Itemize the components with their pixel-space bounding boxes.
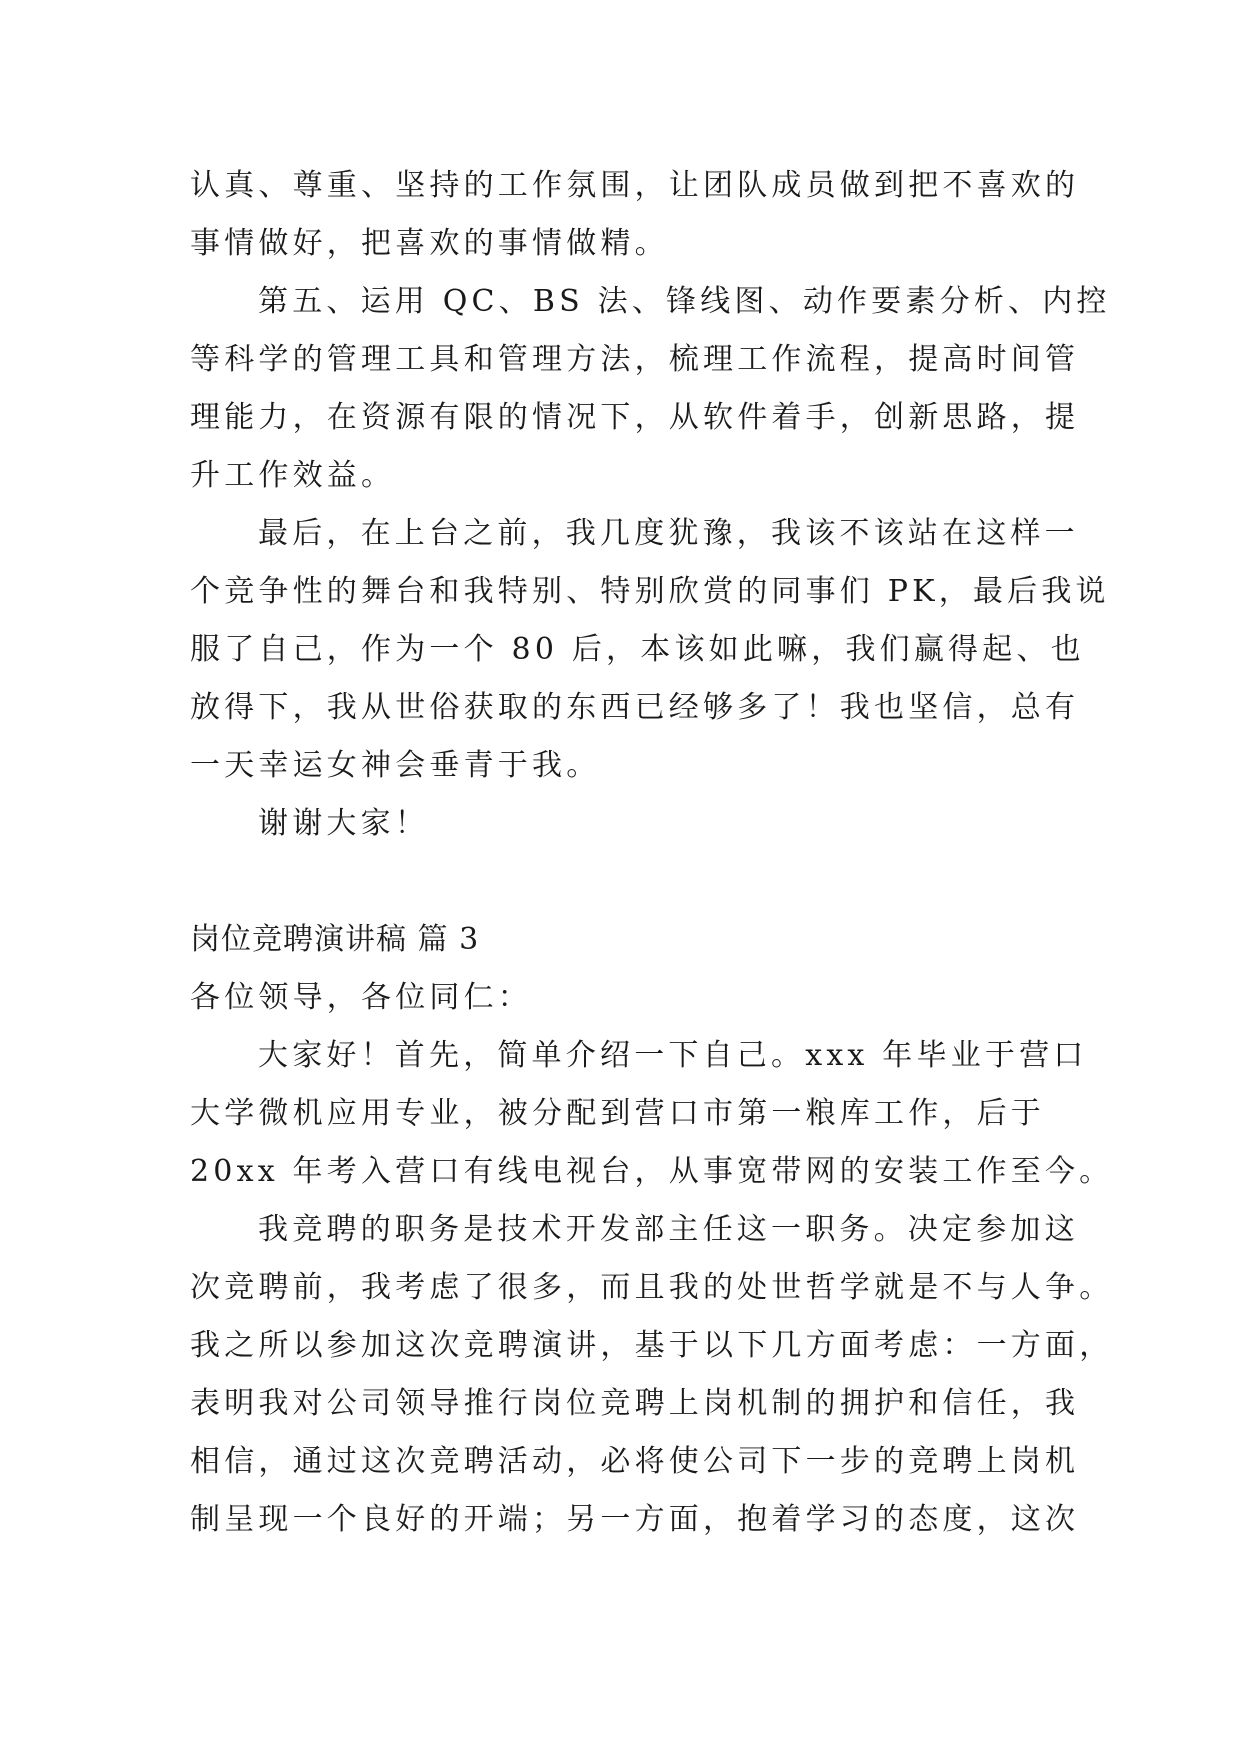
closing-thanks: 谢谢大家！ [258,806,429,841]
text-line: 认真、尊重、坚持的工作氛围，让团队成员做到把不喜欢的 [190,168,1080,203]
text-line: 升工作效益。 [190,458,396,493]
text-line: 我之所以参加这次竞聘演讲，基于以下几方面考虑：一方面， [190,1328,1114,1363]
text-line: 大家好！首先，简单介绍一下自己。xxx 年毕业于营口 [258,1038,1088,1073]
text-line: 最后，在上台之前，我几度犹豫，我该不该站在这样一 [258,516,1079,551]
text-line: 相信，通过这次竞聘活动，必将使公司下一步的竞聘上岗机 [190,1444,1080,1479]
text-line: 放得下，我从世俗获取的东西已经够多了！我也坚信，总有 [190,690,1080,725]
text-line: 20xx 年考入营口有线电视台，从事宽带网的安装工作至今。 [190,1154,1114,1189]
text-line: 大学微机应用专业，被分配到营口市第一粮库工作，后于 [190,1096,1045,1131]
text-line: 次竞聘前，我考虑了很多，而且我的处世哲学就是不与人争。 [190,1270,1114,1305]
text-line: 个竞争性的舞台和我特别、特别欣赏的同事们 PK，最后我说 [190,574,1110,609]
text-line: 事情做好，把喜欢的事情做精。 [190,226,669,261]
text-line: 一天幸运女神会垂青于我。 [190,748,601,783]
text-line: 等科学的管理工具和管理方法，梳理工作流程，提高时间管 [190,342,1080,377]
text-line: 制呈现一个良好的开端；另一方面，抱着学习的态度，这次 [190,1502,1080,1537]
text-line: 服了自己，作为一个 80 后，本该如此嘛，我们赢得起、也 [190,632,1085,667]
text-line: 表明我对公司领导推行岗位竞聘上岗机制的拥护和信任，我 [190,1386,1080,1421]
section-title: 岗位竞聘演讲稿 篇 3 [190,922,480,957]
text-line: 理能力，在资源有限的情况下，从软件着手，创新思路，提 [190,400,1080,435]
salutation: 各位领导，各位同仁： [190,980,532,1015]
text-line: 我竞聘的职务是技术开发部主任这一职务。决定参加这 [258,1212,1079,1247]
text-line: 第五、运用 QC、BS 法、锋线图、动作要素分析、内控 [258,284,1111,319]
